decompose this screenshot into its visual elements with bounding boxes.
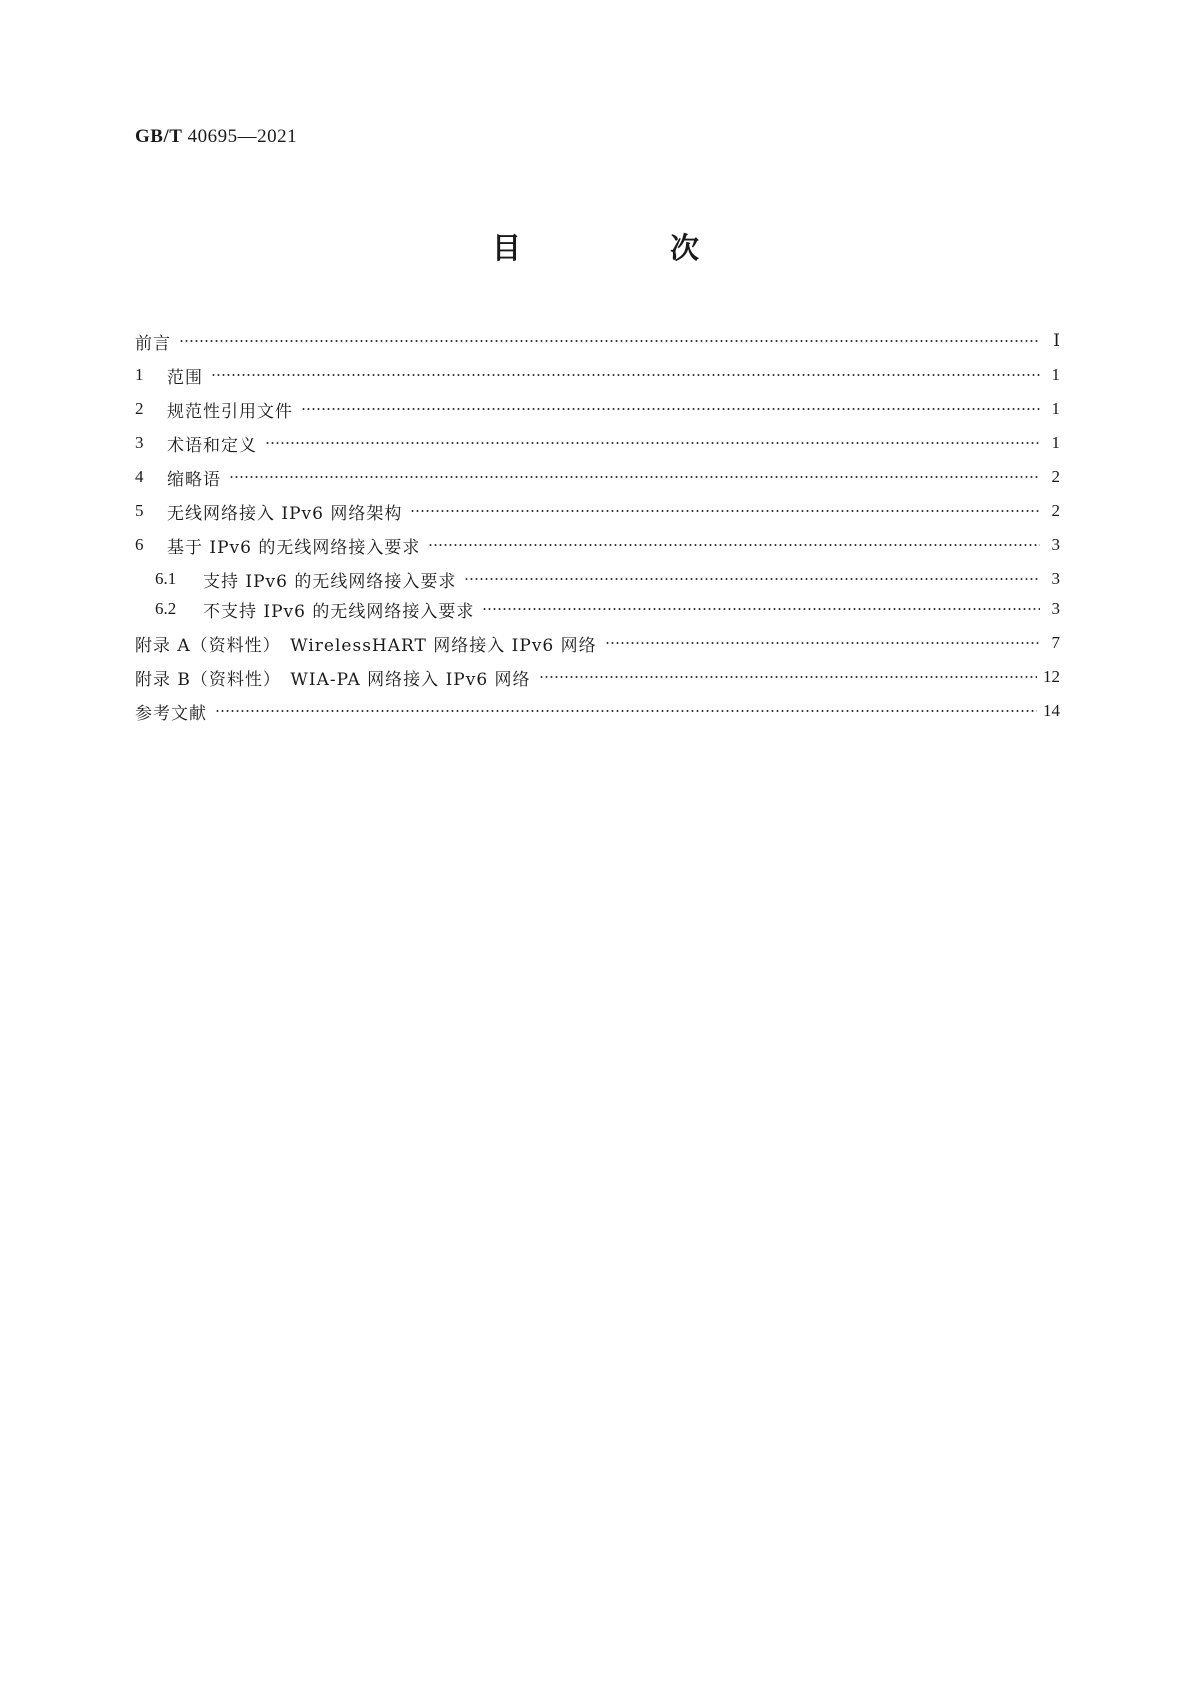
toc-leader-dots xyxy=(428,544,1040,546)
toc-entry-foreword[interactable] xyxy=(135,326,1060,356)
toc-entry-number: 6 xyxy=(135,535,144,554)
toc-leader-dots xyxy=(179,340,1040,342)
toc-entry-label: 规范性引用文件 xyxy=(167,401,293,422)
toc-entry-number: 4 xyxy=(135,467,144,486)
toc-entry-label: 附录 A（资料性） WirelessHART 网络接入 IPv6 网络 xyxy=(135,635,597,656)
toc-entry-page: Ⅰ xyxy=(1053,331,1060,350)
toc-entry-page: 3 xyxy=(1051,599,1060,618)
toc-entry-number: 3 xyxy=(135,433,144,452)
toc-leader-dots xyxy=(410,510,1040,512)
toc-entry-number: 5 xyxy=(135,501,144,520)
standard-code xyxy=(135,126,297,148)
toc-entry-label: 附录 B（资料性） WIA-PA 网络接入 IPv6 网络 xyxy=(135,669,531,690)
toc-entry-page: 12 xyxy=(1043,667,1060,686)
toc-entry-page: 3 xyxy=(1051,569,1060,588)
toc-entry-page: 2 xyxy=(1051,467,1060,486)
toc-entry-label: 参考文献 xyxy=(135,703,207,724)
toc-entry-page: 3 xyxy=(1051,535,1060,554)
toc-entry-label: 支持 IPv6 的无线网络接入要求 xyxy=(203,571,457,592)
toc-entry-scope[interactable] xyxy=(135,360,1060,390)
toc-entry-number: 6.1 xyxy=(155,569,177,588)
toc-entry-annex-a[interactable] xyxy=(135,628,1060,658)
toc-entry-label: 术语和定义 xyxy=(167,435,257,456)
standard-prefix: GB/T xyxy=(135,126,183,147)
toc-leader-dots xyxy=(605,642,1040,644)
toc-entry-page: 1 xyxy=(1051,399,1060,418)
toc-entry-architecture[interactable] xyxy=(135,496,1060,526)
toc-entry-number: 1 xyxy=(135,365,144,384)
toc-entry-number: 2 xyxy=(135,399,144,418)
toc-leader-dots xyxy=(482,608,1040,610)
toc-entry-label: 范围 xyxy=(167,367,203,388)
toc-entry-label: 不支持 IPv6 的无线网络接入要求 xyxy=(203,601,475,622)
toc-entry-normative-references[interactable] xyxy=(135,394,1060,424)
toc-entry-bibliography[interactable] xyxy=(135,696,1060,726)
toc-entry-ipv6-supported[interactable] xyxy=(155,564,1060,594)
toc-entry-label: 无线网络接入 IPv6 网络架构 xyxy=(167,503,403,524)
toc-entry-label: 基于 IPv6 的无线网络接入要求 xyxy=(167,537,421,558)
toc-entry-page: 7 xyxy=(1051,633,1060,652)
toc-entry-number: 6.2 xyxy=(155,599,177,618)
toc-entry-ipv6-unsupported[interactable] xyxy=(155,594,1060,624)
toc-entry-access-requirements[interactable] xyxy=(135,530,1060,560)
toc-entry-page: 2 xyxy=(1051,501,1060,520)
toc-leader-dots xyxy=(211,374,1040,376)
toc-entry-label: 前言 xyxy=(135,333,171,354)
toc-leader-dots xyxy=(265,442,1040,444)
toc-entry-page: 1 xyxy=(1051,365,1060,384)
toc-leader-dots xyxy=(301,408,1040,410)
toc-entry-abbreviations[interactable] xyxy=(135,462,1060,492)
toc-entry-annex-b[interactable] xyxy=(135,662,1060,692)
toc-leader-dots xyxy=(539,676,1037,678)
toc-entry-page: 1 xyxy=(1051,433,1060,452)
toc-entry-terms-definitions[interactable] xyxy=(135,428,1060,458)
toc-entry-page: 14 xyxy=(1043,701,1060,720)
toc-leader-dots xyxy=(215,710,1037,712)
toc-leader-dots xyxy=(229,476,1040,478)
standard-number: 40695—2021 xyxy=(187,126,298,147)
toc-entry-label: 缩略语 xyxy=(167,469,221,490)
toc-leader-dots xyxy=(464,578,1040,580)
toc-title: 目 次 xyxy=(491,231,759,265)
